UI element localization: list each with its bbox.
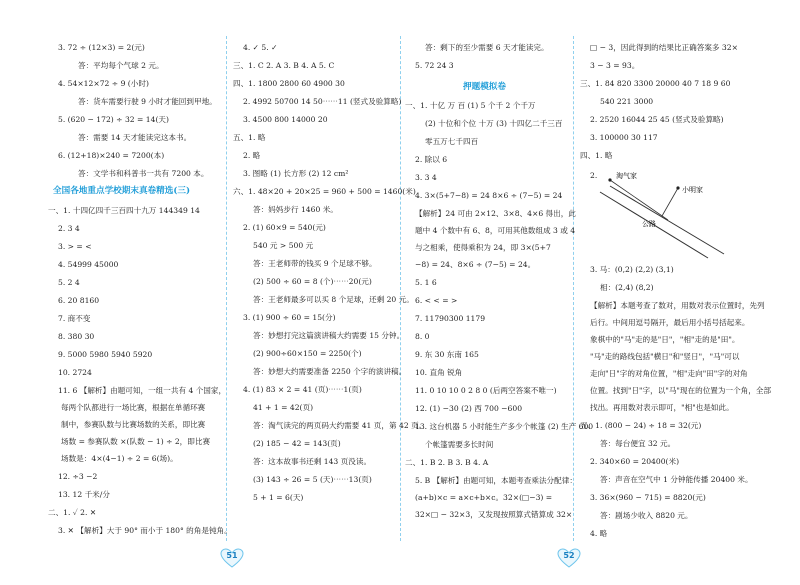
answer-line: 【解析】24 可由 2×12、3×8、4×6 得出，此: [415, 209, 576, 218]
answer-line: 41 + 1 = 42(页): [253, 403, 314, 412]
answer-line: 答：剧场少收入 8820 元。: [600, 511, 693, 520]
answer-line: 540 元 > 500 元: [253, 241, 314, 250]
answer-line: 答：妈妈步行 1460 米。: [253, 205, 338, 214]
column-divider: [573, 36, 574, 541]
answer-line: 五、1. 略: [233, 133, 266, 142]
answer-line: 32×□ − 32×3，又发现按照算式错算成 32×: [415, 510, 573, 519]
label-home: 淘气家: [616, 172, 637, 180]
label-road: 公路: [642, 220, 656, 228]
answer-line: 5 + 1 = 6(天): [253, 493, 304, 502]
answer-line: 答：声音在空气中 1 分钟能传播 20400 米。: [600, 475, 753, 484]
column-divider: [226, 36, 227, 541]
answer-line: 零五万七千四百: [425, 137, 479, 146]
answer-line: (2) 十位和个位 十万 (3) 十四亿二千三百: [425, 119, 563, 128]
answer-line: 与之相乘，使得乘积为 24，即 3×(5+7: [415, 243, 551, 252]
answer-line: □ − 3，因此得到的结果比正确答案多 32×: [590, 43, 738, 52]
answer-line: 四、1. 1800 2800 60 4900 30: [233, 79, 345, 88]
answer-line: 7. 商不变: [58, 314, 91, 323]
road-line-lower: [610, 186, 724, 254]
answer-line: 3 − 3 = 93。: [590, 61, 640, 70]
road-diagram: [598, 170, 728, 262]
answer-line: 8. 380 30: [58, 332, 95, 341]
answer-line: 3. 36×(960 − 715) = 8820(元): [590, 493, 706, 502]
answer-line: 答：货车需要行驶 9 小时才能回到甲地。: [78, 97, 217, 106]
answer-line: 4. 略: [590, 529, 608, 538]
answer-line: 走向"日"字的对角位置，"相"走向"田"字的对角: [590, 369, 748, 378]
answer-line: 4. (1) 83 × 2 = 41 (页)⋯⋯1(页): [243, 385, 362, 394]
answer-line: 6. (12+18)×240 = 7200(本): [58, 151, 165, 160]
answer-line: (3) 143 ÷ 26 = 5 (天)⋯⋯13(页): [253, 475, 372, 484]
answer-line: 4. ✓ 5. ✓: [243, 43, 278, 52]
answer-line: 4. 54×12×72 ÷ 9 (小时): [58, 79, 149, 88]
answer-line: 每两个队都进行一场比赛，根据在单循环赛: [61, 403, 206, 412]
answer-line: 3. 72 ÷ (12×3) = 2(元): [58, 43, 145, 52]
answer-line: 三、1. C 2. A 3. B 4. A 5. C: [233, 61, 335, 70]
answer-line: 3. (1) 900 ÷ 60 = 15(分): [243, 313, 336, 322]
answer-line: 答：淘气读完的两页码大约需要 41 页，第 42 页。: [253, 421, 427, 430]
answer-line: 题中 4 个数中有 6、8，可用其他数组成 3 或 4: [415, 226, 576, 235]
answer-line: 5. 2 4: [58, 278, 80, 287]
path-line-home: [610, 180, 668, 220]
answer-line: 5. B 【解析】由题可知，本题考查乘法分配律：: [415, 476, 577, 485]
answer-line: 场数 = 参赛队数 ×(队数 − 1) ÷ 2，即比赛: [61, 437, 211, 446]
answer-line: 2. 2520 16044 25 45 (竖式及验算略): [590, 115, 724, 124]
answer-line: 四、1. 略: [580, 151, 613, 160]
xiaoming-dot: [676, 186, 679, 189]
answer-line: 答：剩下的至少需要 6 天才能读完。: [425, 43, 549, 52]
answer-line: 制中，参赛队数与比赛场数的关系，即比赛: [61, 420, 206, 429]
answer-line: 2. 4992 50700 14 50⋯⋯11 (竖式及验算略): [243, 97, 402, 106]
answer-line: 个帐篷需要多长时间: [425, 440, 494, 449]
answer-line: 13. 12 千米/分: [58, 490, 110, 499]
answer-line: 一、1. 十四亿四千三百四十九万 144349 14: [48, 206, 200, 215]
answer-line: 3. ✕ 【解析】大于 90° 而小于 180° 的角是钝角。: [58, 526, 232, 535]
answer-line: 找出。再用数对表示即可，"相"也是如此。: [590, 403, 734, 412]
answer-line: 二、1. ✓ 2. ✕: [48, 508, 97, 517]
answer-line: 2.: [590, 171, 598, 180]
answer-line: 6. < < = >: [415, 296, 458, 305]
answer-line: 3. 图略 (1) 长方形 (2) 12 cm²: [243, 169, 349, 178]
answer-line: 10. 2724: [58, 368, 92, 377]
answer-line: −8) = 24、8×6 ÷ (7−5) = 24。: [415, 260, 536, 269]
label-xiaoming: 小明家: [682, 186, 703, 194]
page-number-left: 51: [226, 551, 238, 560]
answer-line: 10. 直角 锐角: [415, 368, 463, 377]
answer-line: 5. (620 − 172) ÷ 32 = 14(天): [58, 115, 169, 124]
answer-line: 7. 11790300 1179: [415, 314, 486, 323]
answer-line: 4. 3×(5+7−8) = 24 8×6 ÷ (7−5) = 24: [415, 191, 563, 200]
answer-line: 答：王老师最多可以买 8 个足球，还剩 20 元。: [253, 295, 414, 304]
answer-line: 9. 东 30 东南 165: [415, 350, 479, 359]
answer-line: 3. 马：(0,2) (2,2) (3,1): [590, 265, 674, 274]
answer-line: (2) 500 ÷ 60 = 8 (个)⋯⋯20(元): [253, 277, 372, 286]
answer-line: 9. 5000 5980 5940 5920: [58, 350, 153, 359]
answer-line: 2. 除以 6: [415, 155, 448, 164]
answer-line: 场数是：4×(4−1) ÷ 2 = 6(场)。: [61, 454, 178, 463]
answer-line: 相：(2,4) (8,2): [600, 283, 654, 292]
answer-line: 答：妙想打完这篇演讲稿大约需要 15 分钟。: [253, 331, 405, 340]
answer-line: 答：文学书和科普书一共有 7200 本。: [78, 169, 209, 178]
answer-line: 11. 6 【解析】由题可知，一组一共有 4 个国家，: [58, 386, 227, 395]
answer-line: 答：王老师带的钱买 9 个足球不够。: [253, 259, 377, 268]
answer-line: 后行。中间用逗号隔开，最后用小括号括起来。: [590, 318, 750, 327]
page-number-right: 52: [563, 551, 575, 560]
answer-line: 11. 0 10 10 0 2 8 0 (后两空答案不唯一): [415, 386, 557, 395]
answer-line: 13. 这台机器 5 小时能生产多少个帐篷 (2) 生产 600: [415, 422, 594, 431]
answer-line: 象棋中的"马"走的是"日"，"相"走的是"田"。: [590, 335, 740, 344]
path-line-xiaoming: [662, 188, 678, 216]
answer-line: 12. (1) −30 (2) 西 700 −600: [415, 404, 523, 413]
answer-line: 3. 100000 30 117: [590, 133, 658, 142]
answer-line: 位置。找到"日"字，以"马"现在的位置为一个角，全部: [590, 386, 772, 395]
column-divider: [400, 36, 401, 541]
answer-line: 2. (1) 60×9 = 540(元): [243, 223, 326, 232]
answer-line: (2) 900÷60×150 = 2250(个): [253, 349, 362, 358]
answer-line: 2. 340×60 = 20400(米): [590, 457, 680, 466]
answer-line: 【解析】本题考查了数对，用数对表示位置时，先列: [590, 301, 765, 310]
answer-line: 3. 4500 800 14000 20: [243, 115, 328, 124]
answer-line: 六、1. 48×20 + 20×25 = 960 + 500 = 1460(米): [233, 187, 416, 196]
answer-line: 答：平均每个气球 2 元。: [78, 61, 164, 70]
answer-line: 6. 20 8160: [58, 296, 100, 305]
answer-line: "马"走的路线包括"横日"和"竖日"，"马"可以: [590, 352, 740, 361]
answer-line: 二、1. B 2. B 3. B 4. A: [405, 458, 489, 467]
answer-line: 3. 3 4: [415, 173, 437, 182]
answer-line: 540 221 3000: [600, 97, 654, 106]
answer-line: 五、1. (800 − 24) ÷ 18 = 32(元): [580, 421, 702, 430]
answer-line: (2) 185 − 42 = 143(页): [253, 439, 341, 448]
answer-line: 三、1. 84 820 3300 20000 40 7 18 9 60: [580, 79, 731, 88]
answer-line: 一、1. 十亿 万 百 (1) 5 个千 2 个千万: [405, 101, 536, 110]
answer-line: 5. 72 24 3: [415, 61, 454, 70]
section-title: 全国各地重点学校期末真卷精选(三): [53, 186, 191, 196]
answer-line: 答：每台便宜 32 元。: [600, 439, 676, 448]
answer-line: 答：这本故事书还剩 143 页没读。: [253, 457, 372, 466]
answer-line: 2. 3 4: [58, 224, 80, 233]
answer-line: 4. 54999 45000: [58, 260, 119, 269]
answer-line: 5. 1 6: [415, 278, 437, 287]
answer-line: 12. ÷3 −2: [58, 472, 98, 481]
answer-line: 3. > = <: [58, 242, 92, 251]
answer-line: 8. 0: [415, 332, 430, 341]
answer-line: 2. 略: [243, 151, 261, 160]
home-dot: [608, 178, 611, 181]
answer-line: 答：需要 14 天才能读完这本书。: [78, 133, 192, 142]
answer-line: 答：妙想大约需要准备 2250 个字的演讲稿。: [253, 367, 407, 376]
section-title: 押题模拟卷: [463, 82, 506, 92]
answer-line: (a+b)×c = a×c+b×c。32×(□−3) =: [415, 493, 553, 502]
